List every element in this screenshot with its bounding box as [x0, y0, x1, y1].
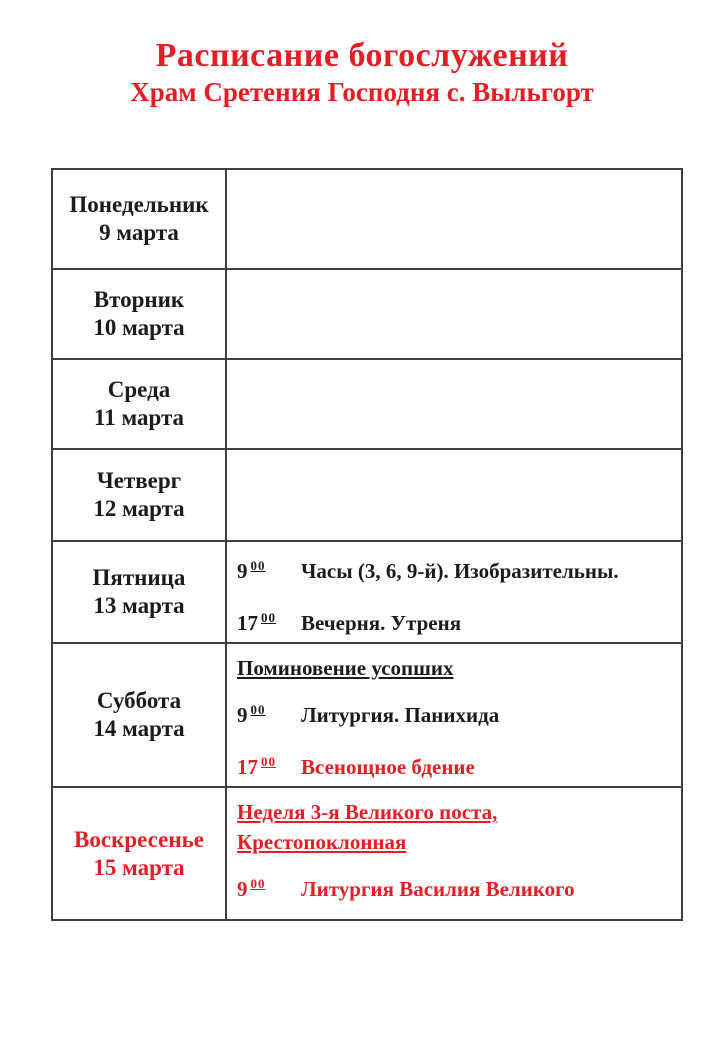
page-header [0, 36, 724, 108]
day-date: 12 марта [93, 496, 185, 521]
services-cell [226, 169, 682, 269]
table-row [52, 449, 682, 541]
day-name: Четверг [96, 468, 182, 493]
service-description: Всенощное бдение [301, 755, 475, 779]
day-cell [52, 359, 226, 449]
service-line [237, 869, 669, 904]
day-date: 14 марта [93, 716, 185, 741]
service-minutes: 00 [250, 558, 266, 573]
service-hour: 17 [237, 611, 258, 635]
table-row [52, 169, 682, 269]
service-time [237, 747, 301, 782]
services-cell [226, 269, 682, 359]
service-description: Литургия Василия Великого [301, 877, 575, 901]
day-name: Пятница [92, 565, 186, 590]
service-hour: 9 [237, 703, 248, 727]
service-minutes: 00 [261, 610, 276, 625]
service-time [237, 603, 301, 638]
service-hour: 9 [237, 877, 248, 901]
day-cell [52, 541, 226, 643]
services-cell [226, 359, 682, 449]
table-row [52, 359, 682, 449]
day-name: Понедельник [69, 192, 209, 217]
table-row [52, 541, 682, 643]
services-cell [226, 787, 682, 920]
service-description: Часы (3, 6, 9-й). Изобразительны. [301, 559, 619, 583]
service-hour: 9 [237, 559, 248, 583]
day-name: Воскресенье [74, 826, 204, 852]
service-description: Литургия. Панихида [301, 703, 500, 727]
service-time [237, 869, 301, 904]
service-line [237, 695, 669, 730]
day-date: 10 марта [93, 315, 185, 340]
services-cell [226, 449, 682, 541]
service-minutes: 00 [250, 876, 266, 891]
service-minutes: 00 [261, 754, 276, 769]
service-line [237, 603, 669, 638]
service-line [237, 551, 669, 586]
day-cell [52, 787, 226, 920]
schedule-table [51, 168, 683, 921]
service-line [237, 747, 669, 782]
day-cell [52, 643, 226, 787]
services-heading: Неделя 3-я Великого поста, Крестопоклонная [237, 800, 498, 854]
day-date: 9 марта [99, 220, 179, 245]
day-date: 13 марта [93, 593, 185, 618]
day-cell [52, 269, 226, 359]
service-time [237, 695, 301, 730]
table-row [52, 787, 682, 920]
services-heading: Поминовение усопших [237, 656, 454, 680]
day-cell [52, 449, 226, 541]
service-description: Вечерня. Утреня [301, 611, 462, 635]
page-subtitle: Храм Сретения Господня с. Выльгорт [130, 77, 594, 108]
day-cell [52, 169, 226, 269]
day-date: 15 марта [93, 854, 185, 880]
day-name: Суббота [96, 688, 182, 713]
services-cell [226, 541, 682, 643]
day-date: 11 марта [93, 405, 185, 430]
page-title: Расписание богослужений [155, 37, 569, 74]
table-row [52, 643, 682, 787]
services-cell [226, 643, 682, 787]
table-row [52, 269, 682, 359]
schedule-table-body [52, 169, 682, 920]
service-hour: 17 [237, 755, 258, 779]
day-name: Вторник [93, 287, 185, 312]
service-time [237, 551, 301, 586]
service-minutes: 00 [250, 702, 266, 717]
day-name: Среда [107, 377, 171, 402]
